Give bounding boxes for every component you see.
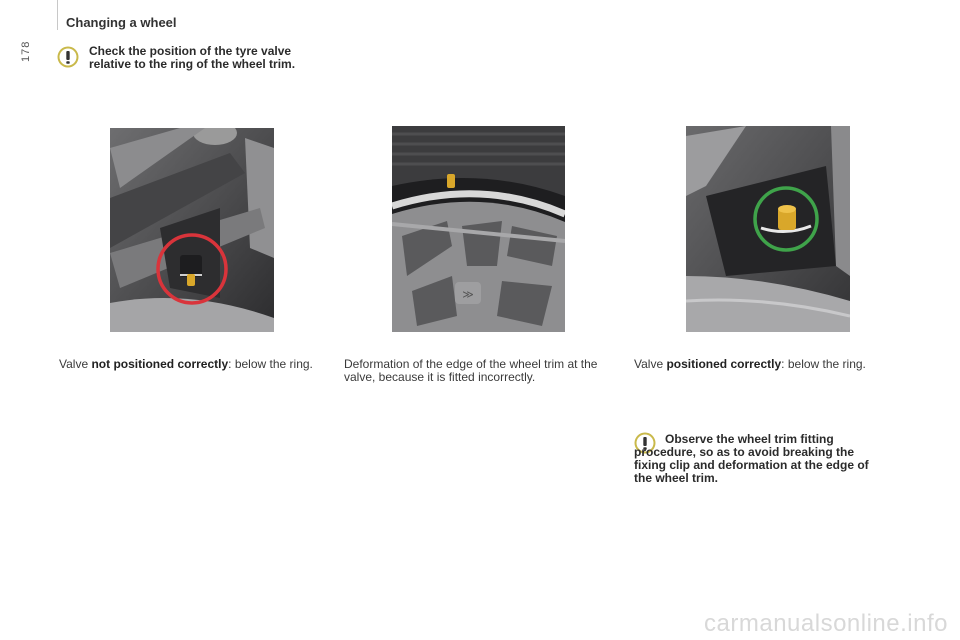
warning-trim-fitting: Observe the wheel trim fitting procedure, so as to avoid breaking the fixing clip and deformation at the edge of the wheel trim. [634,432,869,485]
caption-valve-correct: Valve positioned correctly: below the ring. [634,357,866,371]
warning-icon [57,46,79,68]
page-title: Changing a wheel [66,15,177,30]
caption-trim-deformation: Deformation of the edge of the wheel trim at the valve, because it is fitted incorrectly. [344,357,598,384]
warning-check-valve: Check the position of the tyre valve relative to the ring of the wheel trim. [89,44,296,71]
svg-text:≫: ≫ [462,288,474,301]
photo-valve-incorrect [110,128,274,332]
header-divider [57,0,58,30]
page-number: 178 [20,40,32,62]
photo-valve-correct [686,126,850,332]
caption-valve-incorrect: Valve not positioned correctly: below the ring. [59,357,313,371]
watermark: carmanualsonline.info [704,610,948,637]
photo-trim-deformation [392,126,565,332]
